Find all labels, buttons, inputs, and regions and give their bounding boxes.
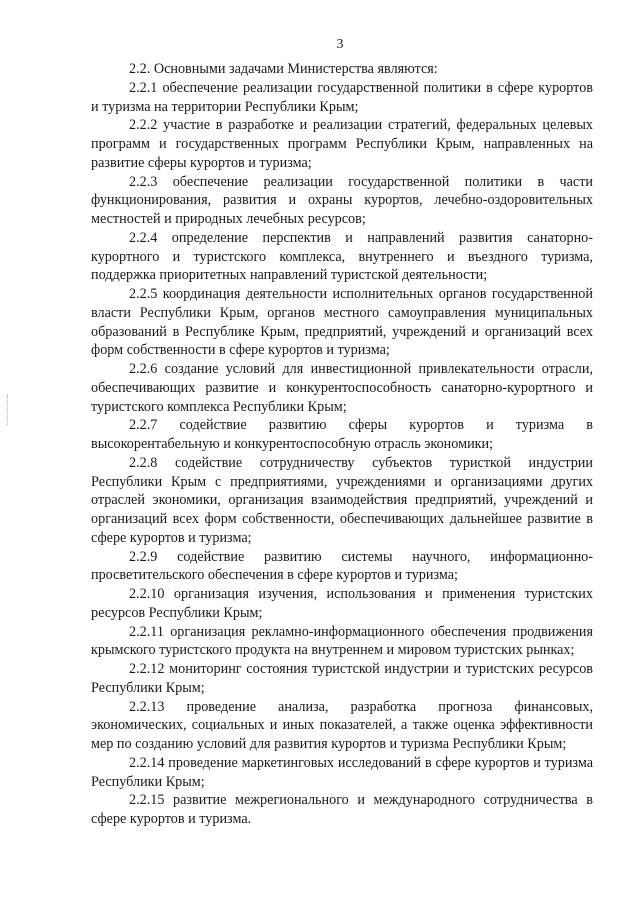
task-item-2-2-15: 2.2.15 развитие межрегионального и международного сотрудничества в сфере курортов и туризма. [91, 792, 593, 827]
task-item-2-2-12: 2.2.12 мониторинг состояния туристской индустрии и туристских ресурсов Республики Крым; [91, 661, 593, 696]
section-heading: 2.2. Основными задачами Министерства являются: [129, 61, 438, 77]
task-item-2-2-14: 2.2.14 проведение маркетинговых исследований в сфере курортов и туризма Республики Крым; [91, 754, 593, 790]
task-item-2-2-1: 2.2.1 обеспечение реализации государственной политики в сфере курортов и туризма на территории Республики Крым; [91, 79, 593, 115]
task-item-2-2-2: 2.2.2 участие в разработке и реализации стратегий, федеральных целевых программ и государственных программ Республики Крым, направленных на развитие сферы курортов и туризма; [91, 117, 593, 171]
task-item-2-2-13: 2.2.13 проведение анализа, разработка прогноза финансовых, экономических, социальных и иных показателей, а также оценка эффективности мер по созданию условий для развития курортов и туризма Республики Крым; [91, 698, 593, 752]
margin-mark [7, 395, 10, 425]
task-item-2-2-6: 2.2.6 создание условий для инвестиционной привлекательности отрасли, обеспечивающих развитие и конкурентоспособность санаторно-курортного и туристского комплекса Республики Крым; [91, 361, 593, 415]
task-item-2-2-3: 2.2.3 обеспечение реализации государственной политики в части функционирования, развития и охраны курортов, лечебно-оздоровительных местностей и природных лечебных ресурсов; [91, 173, 593, 227]
task-item-2-2-7: 2.2.7 содействие развитию сферы курортов и туризма в высокорентабельную и конкурентоспособную отрасль экономики; [91, 417, 593, 452]
task-item-2-2-8: 2.2.8 содействие сотрудничеству субъектов туристкой индустрии Республики Крым с предприятиями, учреждениями и организациями других отраслей экономики, организация взаимодействия предприятий, учреждений и организаций всех форм собственности, обеспечивающих дальнейшее развитие в сфере курортов и туризма; [91, 454, 593, 546]
task-item-2-2-9: 2.2.9 содействие развитию системы научного, информационно-просветительского обеспечения в сфере курортов и туризма; [91, 548, 593, 584]
task-item-2-2-4: 2.2.4 определение перспектив и направлений развития санаторно-курортного и туристского комплекса, внутреннего и въездного туризма, поддержка приоритетных направлений туристской деятельности; [91, 229, 593, 284]
task-item-2-2-5: 2.2.5 координация деятельности исполнительных органов государственной власти Республики Крым, органов местного самоуправления муниципальных образований в Республике Крым, предприятий, учреждений и организаций всех форм собственности в сфере курортов и туризма; [91, 286, 593, 359]
document-body [91, 60, 593, 829]
page-number: 3 [336, 37, 344, 52]
task-item-2-2-11: 2.2.11 организация рекламно-информационного обеспечения продвижения крымского туристского продукта на внутреннем и мировом туристских рынках; [91, 623, 593, 659]
task-item-2-2-10: 2.2.10 организация изучения, использования и применения туристских ресурсов Республики Крым; [91, 586, 593, 621]
